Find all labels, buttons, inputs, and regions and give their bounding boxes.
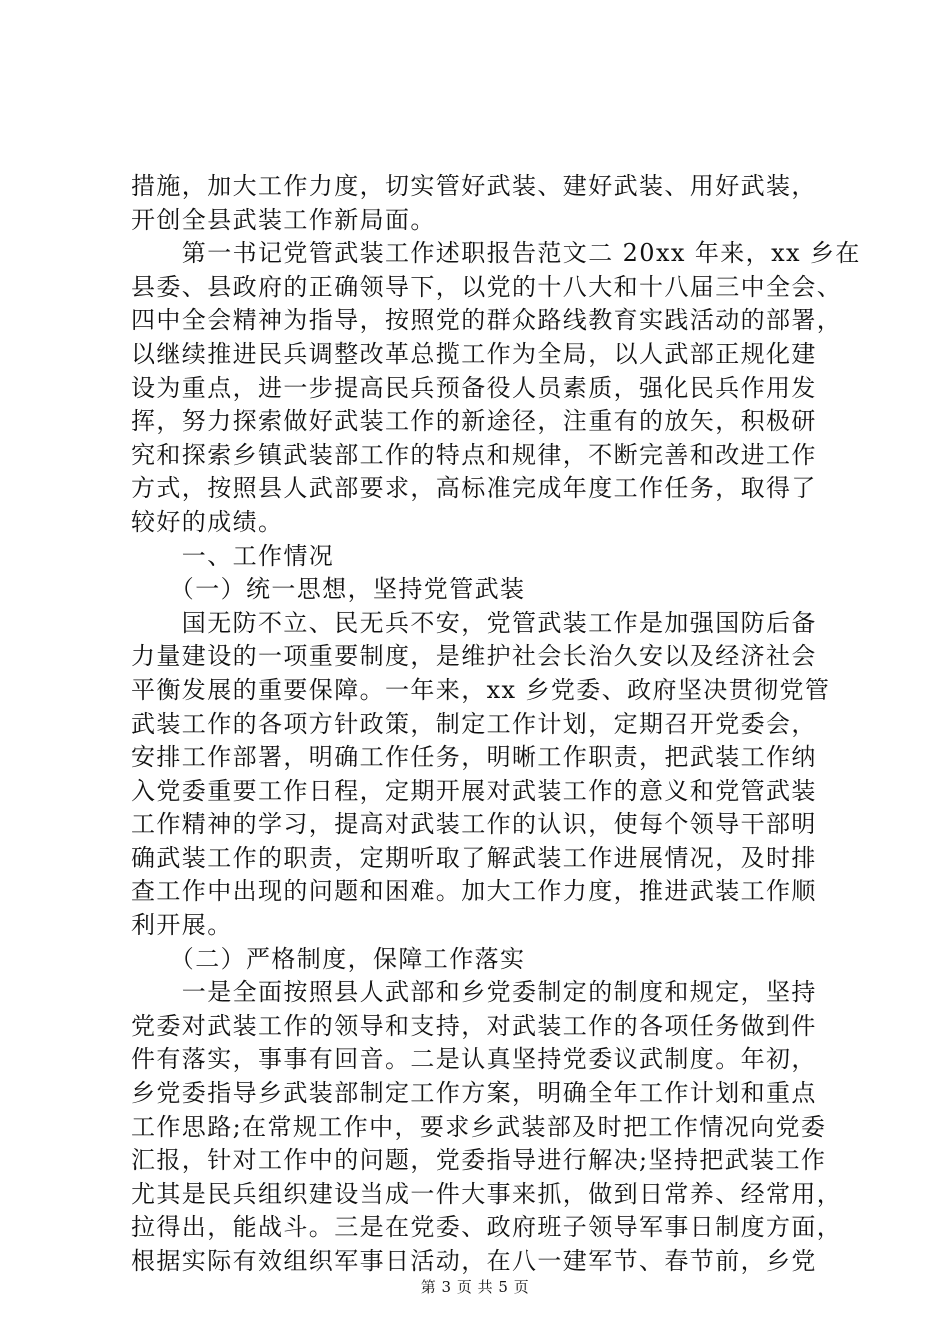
text-line: 四中全会精神为指导，按照党的群众路线教育实践活动的部署， xyxy=(131,306,843,335)
text-line: 汇报，针对工作中的问题，党委指导进行解决;坚持把武装工作 xyxy=(131,1146,827,1175)
text-line: 方式，按照县人武部要求，高标准完成年度工作任务，取得了 xyxy=(131,474,817,503)
text-line: 武装工作的各项方针政策，制定工作计划，定期召开党委会， xyxy=(131,709,817,738)
subsection-heading: （一）统一思想，坚持党管武装 xyxy=(131,575,526,604)
text-line: 根据实际有效组织军事日活动，在八一建军节、春节前，乡党 xyxy=(131,1247,817,1275)
text-line: 工作精神的学习，提高对武装工作的认识，使每个领导干部明 xyxy=(131,810,817,839)
text-line: 第一书记党管武装工作述职报告范文二 20xx 年来，xx 乡在 xyxy=(131,239,861,268)
text-line: 县委、县政府的正确领导下，以党的十八大和十八届三中全会、 xyxy=(131,272,843,301)
text-line: 乡党委指导乡武装部制定工作方案，明确全年工作计划和重点 xyxy=(131,1079,817,1108)
document-body xyxy=(131,170,861,1279)
text-line: 力量建设的一项重要制度，是维护社会长治久安以及经济社会 xyxy=(131,642,817,671)
text-line: 利开展。 xyxy=(131,911,233,940)
text-line: 平衡发展的重要保障。一年来，xx 乡党委、政府坚决贯彻党管 xyxy=(131,675,831,704)
text-line: 措施，加大工作力度，切实管好武装、建好武装、用好武装， xyxy=(131,172,817,200)
text-line: 设为重点，进一步提高民兵预备役人员素质，强化民兵作用发 xyxy=(131,373,817,402)
text-line: 以继续推进民兵调整改革总揽工作为全局，以人武部正规化建 xyxy=(131,339,817,368)
text-line: 开创全县武装工作新局面。 xyxy=(131,205,436,234)
subsection-heading: （二）严格制度，保障工作落实 xyxy=(131,944,526,973)
text-line: 国无防不立、民无兵不安，党管武装工作是加强国防后备 xyxy=(131,608,817,637)
text-line: 较好的成绩。 xyxy=(131,507,284,536)
text-line: 党委对武装工作的领导和支持，对武装工作的各项任务做到件 xyxy=(131,1011,817,1040)
text-line: 尤其是民兵组织建设当成一件大事来抓，做到日常养、经常用， xyxy=(131,1179,843,1208)
text-line: 查工作中出现的问题和困难。加大工作力度，推进武装工作顺 xyxy=(131,877,817,906)
text-line: 挥，努力探索做好武装工作的新途径，注重有的放矢，积极研 xyxy=(131,407,817,436)
text-line: 件有落实，事事有回音。二是认真坚持党委议武制度。年初， xyxy=(131,1045,817,1074)
text-line: 究和探索乡镇武装部工作的特点和规律，不断完善和改进工作 xyxy=(131,440,817,469)
text-line: 拉得出，能战斗。三是在党委、政府班子领导军事日制度方面， xyxy=(131,1213,843,1242)
text-line: 一是全面按照县人武部和乡党委制定的制度和规定，坚持 xyxy=(131,978,817,1007)
page-footer: 第 3 页 共 5 页 xyxy=(420,1278,530,1296)
section-heading: 一、工作情况 xyxy=(131,541,335,570)
text-line: 安排工作部署，明确工作任务，明晰工作职责，把武装工作纳 xyxy=(131,743,817,772)
text-line: 入党委重要工作日程，定期开展对武装工作的意义和党管武装 xyxy=(131,776,817,805)
text-line: 工作思路;在常规工作中，要求乡武装部及时把工作情况向党委 xyxy=(131,1112,827,1141)
text-line: 确武装工作的职责，定期听取了解武装工作进展情况，及时排 xyxy=(131,843,817,872)
